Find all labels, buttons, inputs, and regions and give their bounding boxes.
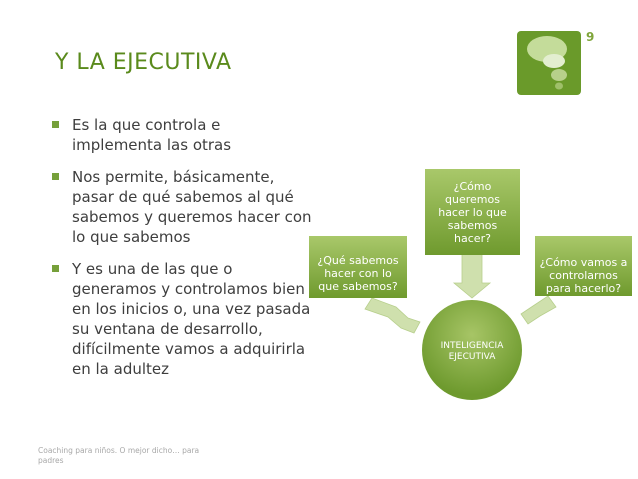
arrow-top-icon (454, 253, 490, 298)
top-question-text: ¿Cómo queremos hacer lo que sabemos hacer? (438, 180, 507, 245)
bullet-text: Es la que controla e implementa las otras (72, 116, 232, 154)
page-number: 9 (586, 30, 595, 44)
slide-title: Y LA EJECUTIVA (55, 50, 232, 75)
arrow-right-icon (521, 296, 556, 324)
center-text: INTELIGENCIA EJECUTIVA (440, 341, 504, 362)
right-question-text: ¿Cómo vamos a controlarnos para hacerlo? (539, 256, 628, 295)
left-question-text: ¿Qué sabemos hacer con lo que sabemos? (317, 254, 399, 293)
footer-text: Coaching para niños. O mejor dicho… para padres (38, 446, 200, 465)
arrow-left-icon (365, 298, 420, 333)
bullet-text: Y es una de las que o generamos y controlamos bien en los inicios o, una vez pasada su ventana de desarrollo, difícilmente vamos a adquirirla en la adultez (72, 260, 311, 378)
bullet-text: Nos permite, básicamente, pasar de qué sabemos al qué sabemos y queremos hacer con lo que sabemos (72, 168, 312, 246)
